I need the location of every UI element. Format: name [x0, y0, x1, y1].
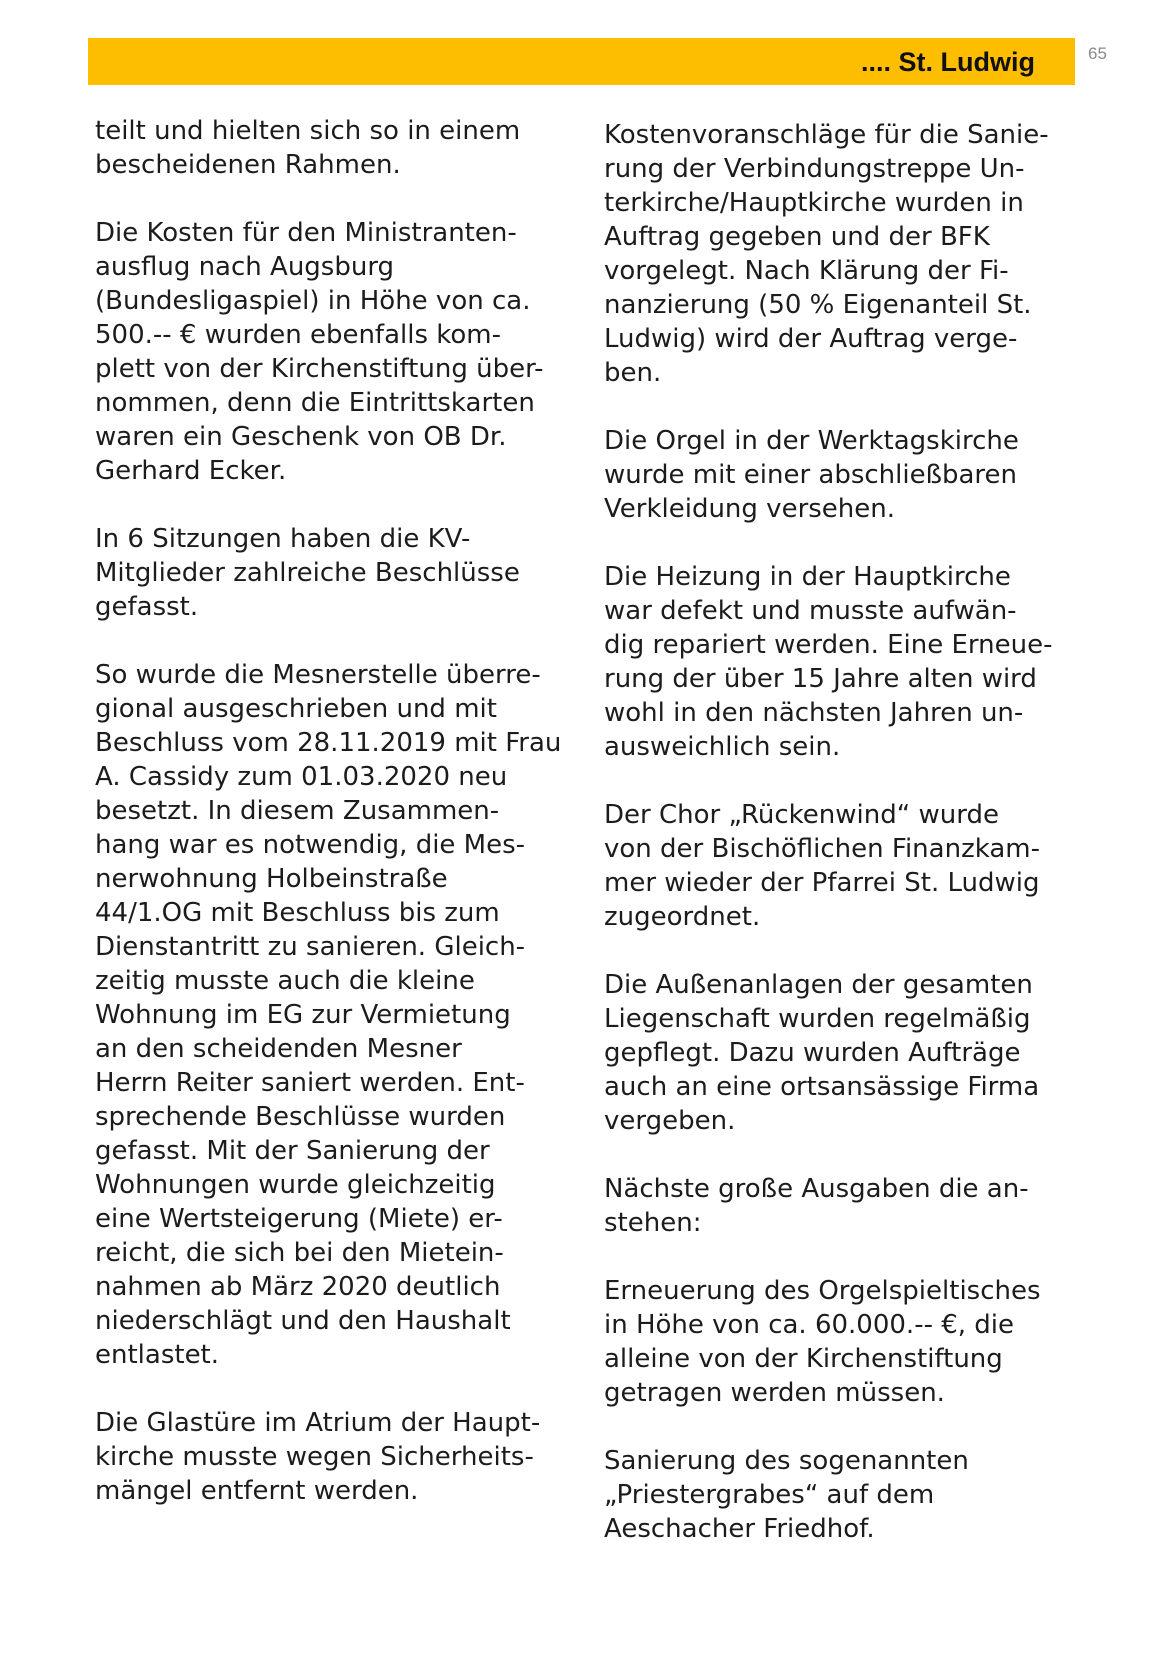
paragraph: So wurde die Mesnerstelle überre- gional ausgeschrieben und mit Beschluss vom 28.11.2019 mit Frau A. Cassidy zum 01.03.2020 neu besetzt. In diesem Zusammen- hang war es notwendig, die Mes- nerwohnung Holbeinstraße 44/1.OG mit Beschluss bis zum Dienstantritt zu sanieren. Gleich- zeitig musste auch die kleine Wohnung im EG zur Vermietung an den scheidenden Mesner Herrn Reiter saniert werden. Ent- sprechende Beschlüsse wurden gefasst. Mit der Sanierung der Wohnungen wurde gleichzeitig eine Wertsteigerung (Miete) er- reicht, die sich bei den Mietein- nahmen ab März 2020 deutlich niederschlägt und den Haushalt entlastet.	[95, 660, 562, 1370]
paragraph: teilt und hielten sich so in einem bescheidenen Rahmen.	[95, 116, 521, 180]
paragraph: Nächste große Ausgaben die an- stehen:	[604, 1174, 1029, 1238]
paragraph: Die Orgel in der Werktagskirche wurde mit einer abschließbaren Verkleidung versehen.	[604, 426, 1019, 524]
paragraph: Die Außenanlagen der gesamten Liegenschaft wurden regelmäßig gepflegt. Dazu wurden Aufträge auch an eine ortsansässige Firma vergeben.	[604, 970, 1040, 1136]
paragraph: Die Heizung in der Hauptkirche war defekt und musste aufwän- dig repariert werden. Eine Erneue- rung der über 15 Jahre alten wird wohl in den nächsten Jahren un- ausweichlich sein.	[604, 562, 1053, 762]
paragraph: Sanierung des sogenannten „Priestergrabes“ auf dem Aeschacher Friedhof.	[604, 1446, 969, 1544]
right-text-column	[604, 118, 1074, 1580]
page-number: 65	[1088, 44, 1107, 63]
section-header-bar	[88, 38, 1075, 85]
paragraph: Erneuerung des Orgelspieltisches in Höhe von ca. 60.000.-- €, die alleine von der Kirchenstiftung getragen werden müssen.	[604, 1276, 1041, 1408]
paragraph: Kostenvoranschläge für die Sanie- rung der Verbindungstreppe Un- terkirche/Hauptkirche wurden in Auftrag gegeben und der BFK vorgelegt. Nach Klärung der Fi- nanzierung (50 % Eigenanteil St. Ludwig) wird der Auftrag verge- ben.	[604, 120, 1049, 388]
paragraph: Der Chor „Rückenwind“ wurde von der Bischöflichen Finanzkam- mer wieder der Pfarrei St. Ludwig zugeordnet.	[604, 800, 1040, 932]
paragraph: In 6 Sitzungen haben die KV- Mitglieder zahlreiche Beschlüsse gefasst.	[95, 524, 520, 622]
section-title: .... St. Ludwig	[861, 47, 1035, 77]
paragraph: Die Kosten für den Ministranten- ausflug nach Augsburg (Bundesligaspiel) in Höhe von ca. 500.-- € wurden ebenfalls kom- plett von der Kirchenstiftung über- nommen, denn die Eintrittskarten waren ein Geschenk von OB Dr. Gerhard Ecker.	[95, 218, 544, 486]
left-text-column	[95, 114, 565, 1542]
paragraph: Die Glastüre im Atrium der Haupt- kirche musste wegen Sicherheits- mängel entfernt werden.	[95, 1408, 541, 1506]
